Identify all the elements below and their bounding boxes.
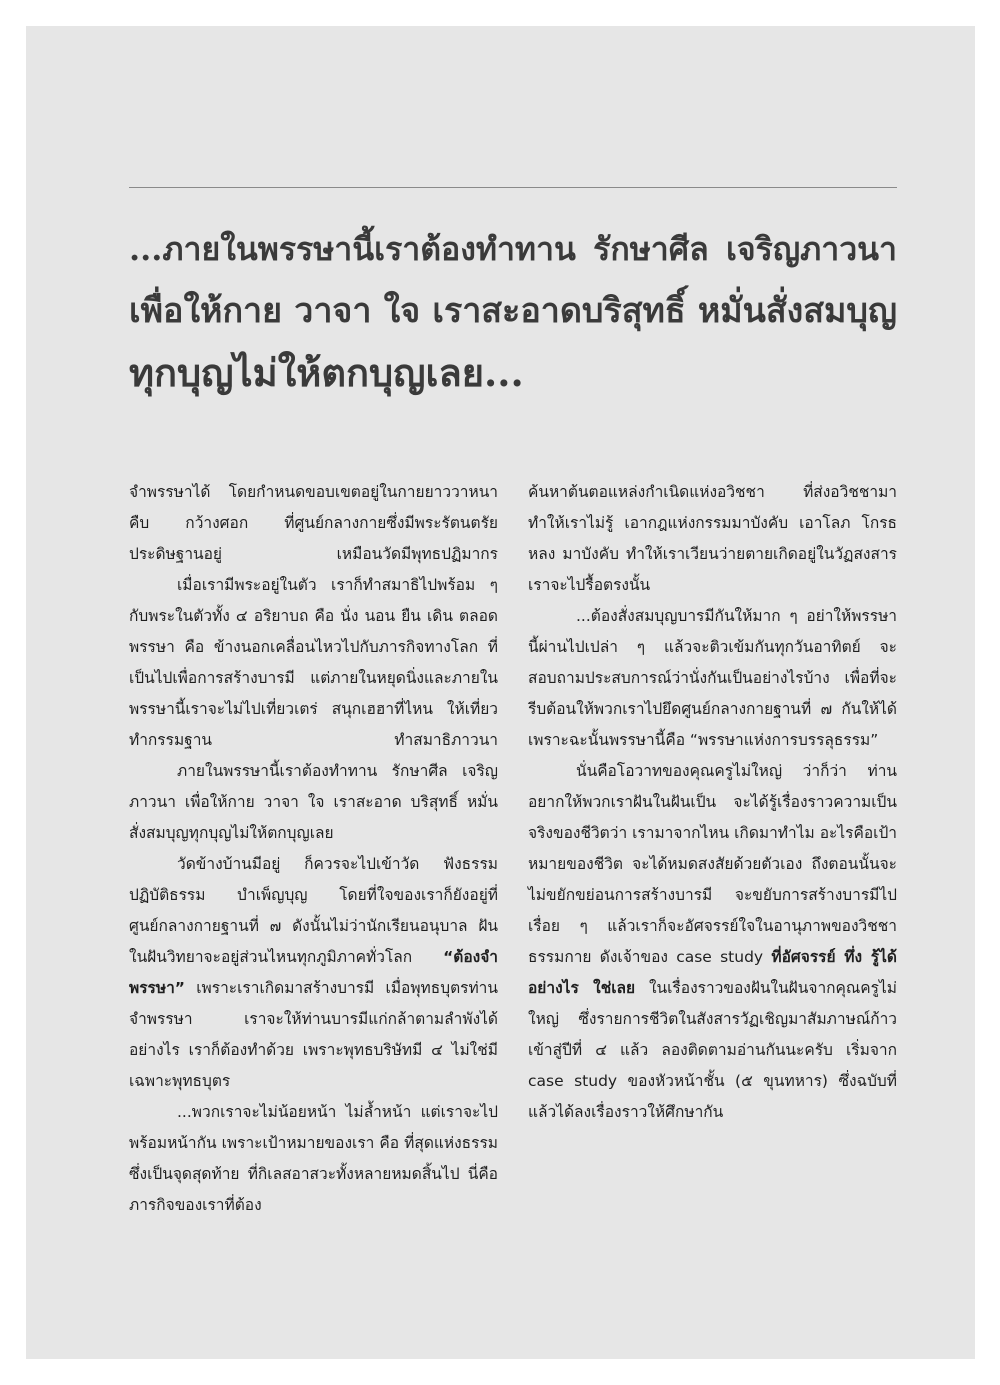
paragraph: จำพรรษาได้ โดยกำหนดขอบเขตอยู่ในกายยาววาหนาคืบ กว้างศอก ที่ศูนย์กลางกายซึ่งมีพระรัตนตรัยประดิษฐานอยู่ เหมือนวัดมีพุทธปฏิมากร [129, 483, 498, 563]
pull-quote-line: ทุกบุญไม่ให้ตกบุญเลย... [129, 350, 524, 395]
pull-quote-line: ...ภายในพรรษานี้เราต้องทำทาน รักษาศีล เจริญภาวนา [129, 230, 897, 268]
paragraph-text: ในเรื่องราวของฝันในฝันจากคุณครูไม่ใหญ่ ซึ่งรายการชีวิตในสังสารวัฏเชิญมาสัมภาษณ์ก้าวเข้าสู่ปีที่ ๔ แล้ว ลองติดตามอ่านกันนะครับ เริ่มจาก case study ของหัวหน้าชั้น (๕ ขุนทหาร) ซึ่งฉบับที่แล้วได้ลงเรื่องราวให้ศึกษากัน [528, 979, 897, 1121]
right-column [528, 477, 897, 1128]
paragraph [528, 756, 897, 1128]
paragraph: ...ต้องสั่งสมบุญบารมีกันให้มาก ๆ อย่าให้พรรษานี้ผ่านไปเปล่า ๆ แล้วจะติวเข้มกันทุกวันอาทิตย์ จะสอบถามประสบการณ์ว่านั่งกันเป็นอย่างไรบ้าง เพื่อที่จะรีบต้อนให้พวกเราไปยึดศูนย์กลางกายฐานที่ ๗ กันให้ได้ เพราะฉะนั้นพรรษานี้คือ “พรรษาแห่งการบรรลุธรรม” [528, 607, 897, 749]
paragraph [129, 849, 498, 1097]
paragraph-text: นั่นคือโอวาทของคุณครูไม่ใหญ่ ว่าก็ว่า ท่านอยากให้พวกเราฝันในฝันเป็น จะได้รู้เรื่องราวความเป็นจริงของชีวิตว่า เรามาจากไหน เกิดมาทำไม อะไรคือเป้าหมายของชีวิต จะได้หมดสงสัยด้วยตัวเอง ถึงตอนนั้นจะไม่ขยักขย่อนการสร้างบารมี จะขยับการสร้างบารมีไปเรื่อย ๆ แล้วเราก็จะอัศจรรย์ใจในอานุภาพของวิชชาธรรมกาย ดังเจ้าของ case study [528, 762, 897, 966]
divider-rule [129, 187, 897, 188]
paragraph: ค้นหาต้นตอแหล่งกำเนิดแห่งอวิชชา ที่ส่งอวิชชามา ทำให้เราไม่รู้ เอากฎแห่งกรรมมาบังคับ เอาโลภ โกรธ หลง มาบังคับ ทำให้เราเวียนว่ายตายเกิดอยู่ในวัฏสงสาร เราจะไปรื้อตรงนั้น [528, 483, 897, 594]
paragraph: เมื่อเรามีพระอยู่ในตัว เราก็ทำสมาธิไปพร้อม ๆ กับพระในตัวทั้ง ๔ อริยาบถ คือ นั่ง นอน ยืน เดิน ตลอดพรรษา คือ ข้างนอกเคลื่อนไหวไปกับภารกิจทางโลก ที่เป็นไปเพื่อการสร้างบารมี แต่ภายในหยุดนิ่งและภายในพรรษานี้เราจะไม่ไปเที่ยวเตร่ สนุกเฮฮาที่ไหน ให้เที่ยวทำกรรมฐาน ทำสมาธิภาวนา [129, 576, 498, 749]
pull-quote-line: เพื่อให้กาย วาจา ใจ เราสะอาดบริสุทธิ์ หมั่นสั่งสมบุญ [129, 291, 897, 331]
paragraph-text: วัดข้างบ้านมีอยู่ ก็ควรจะไปเข้าวัด ฟังธรรม ปฏิบัติธรรม บำเพ็ญบุญ โดยที่ใจของเราก็ยังอยู่ที่ศูนย์กลางกายฐานที่ ๗ ดังนั้นไม่ว่านักเรียนอนุบาล ฝันในฝันวิทยาจะอยู่ส่วนไหนทุกภูมิภาคทั่วโลก [129, 855, 498, 966]
left-column [129, 477, 498, 1221]
paragraph: ...พวกเราจะไม่น้อยหน้า ไม่ล้ำหน้า แต่เราจะไปพร้อมหน้ากัน เพราะเป้าหมายของเรา คือ ที่สุดแห่งธรรม ซึ่งเป็นจุดสุดท้าย ที่กิเลสอาสวะทั้งหลายหมดสิ้นไป นี่คือภารกิจของเราที่ต้อง [129, 1103, 498, 1214]
emphasis-text: ที่อัศจรรย์ ทึ่ง รู้ได้อย่างไร ใช่เลย [528, 948, 897, 997]
pull-quote [129, 218, 897, 404]
emphasis-text: “ต้องจำพรรษา” [129, 948, 498, 997]
paragraph-text: เพราะเราเกิดมาสร้างบารมี เมื่อพุทธบุตรท่านจำพรรษา เราจะให้ท่านบารมีแก่กล้าตามลำพังได้อย่างไร เราก็ต้องทำด้วย เพราะพุทธบริษัทมี ๔ ไม่ใช่มีเฉพาะพุทธบุตร [129, 979, 498, 1090]
paragraph: ภายในพรรษานี้เราต้องทำทาน รักษาศีล เจริญภาวนา เพื่อให้กาย วาจา ใจ เราสะอาด บริสุทธิ์ หมั่นสั่งสมบุญทุกบุญไม่ให้ตกบุญเลย [129, 762, 498, 842]
